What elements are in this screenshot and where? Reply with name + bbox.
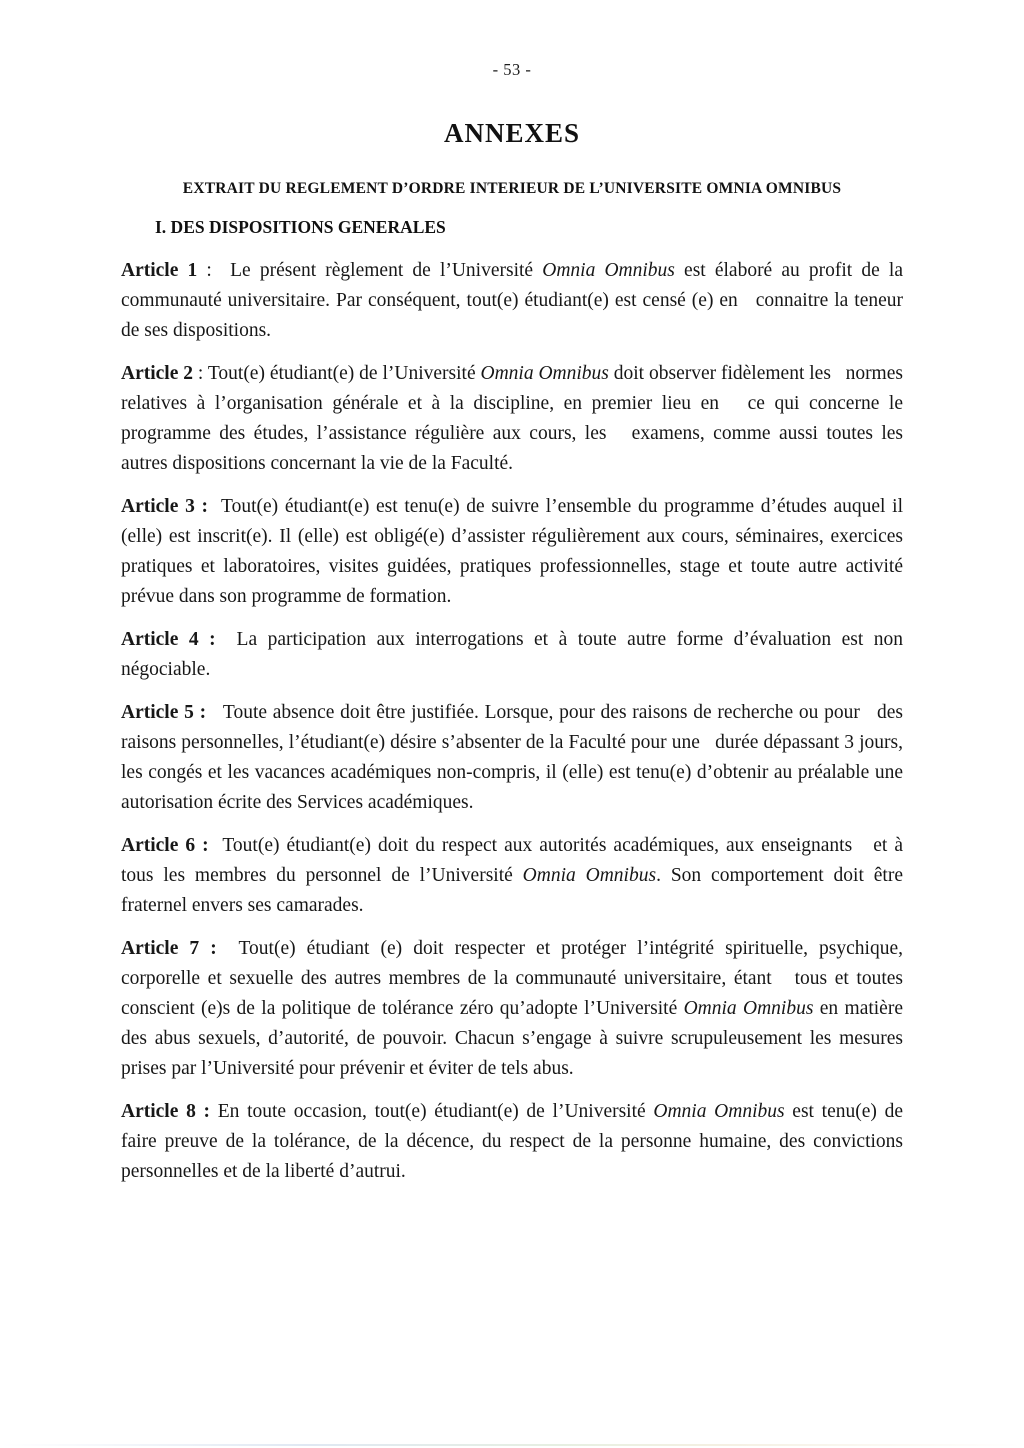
- article-paragraph: Article 7 : Tout(e) étudiant (e) doit respecter et protéger l’intégrité spirituelle, psychique, corporelle et sexuelle des autres membres de la communauté universitaire, étant tous et toutes conscient (e)s de la politique de tolérance zéro qu’adopte l’Université Omnia Omnibus en matière des abus sexuels, d’autorité, de pouvoir. Chacun s’engage à suivre scrupuleusement les mesures prises par l’Université pour prévenir et éviter de tels abus.: [121, 938, 908, 1079]
- article-paragraph: Article 5 : Toute absence doit être justifiée. Lorsque, pour des raisons de recherche ou pour des raisons personnelles, l’étudiant(e) désire s’absenter de la Faculté pour une durée dépassant 3 jours, les congés et les vacances académiques non-compris, il (elle) est tenu(e) d’obtenir au préalable une autorisation écrite des Services académiques.: [121, 702, 908, 813]
- article-paragraph: Article 3 : Tout(e) étudiant(e) est tenu(e) de suivre l’ensemble du programme d’études auquel il (elle) est inscrit(e). Il (elle) est obligé(e) d’assister régulièrement aux cours, séminaires, exercices pratiques et laboratoires, visites guidées, pratiques professionnelles, stage et toute autre activité prévue dans son programme de formation.: [121, 496, 908, 607]
- article-paragraph: Article 2 : Tout(e) étudiant(e) de l’Université Omnia Omnibus doit observer fidèlement les normes relatives à l’organisation générale et à la discipline, en premier lieu en ce qui concerne le programme des études, l’assistance régulière aux cours, les examens, comme aussi toutes les autres dispositions concernant la vie de la Faculté.: [121, 363, 908, 474]
- articles-container: [121, 256, 908, 1187]
- article-paragraph: Article 6 : Tout(e) étudiant(e) doit du respect aux autorités académiques, aux enseignants et à tous les membres du personnel de l’Université Omnia Omnibus. Son comportement doit être fraternel envers ses camarades.: [121, 835, 908, 916]
- article-paragraph: Article 8 : En toute occasion, tout(e) étudiant(e) de l’Université Omnia Omnibus est tenu(e) de faire preuve de la tolérance, de la décence, du respect de la personne humaine, des convictions personnelles et de la liberté d’autrui.: [121, 1101, 908, 1182]
- document-subtitle: EXTRAIT DU REGLEMENT D’ORDRE INTERIEUR DE L’UNIVERSITE OMNIA OMNIBUS: [182, 180, 842, 197]
- page-number: - 53 -: [492, 60, 532, 79]
- scan-artifact-line: [0, 1444, 1024, 1446]
- article-paragraph: Article 1 : Le présent règlement de l’Université Omnia Omnibus est élaboré au profit de la communauté universitaire. Par conséquent, tout(e) étudiant(e) est censé (e) en connaitre la teneur de ses dispositions.: [121, 260, 908, 341]
- section-heading: I. DES DISPOSITIONS GENERALES: [155, 217, 446, 237]
- article-paragraph: Article 4 : La participation aux interrogations et à toute autre forme d’évaluation est non négociable.: [121, 629, 908, 680]
- document-title: ANNEXES: [443, 118, 581, 148]
